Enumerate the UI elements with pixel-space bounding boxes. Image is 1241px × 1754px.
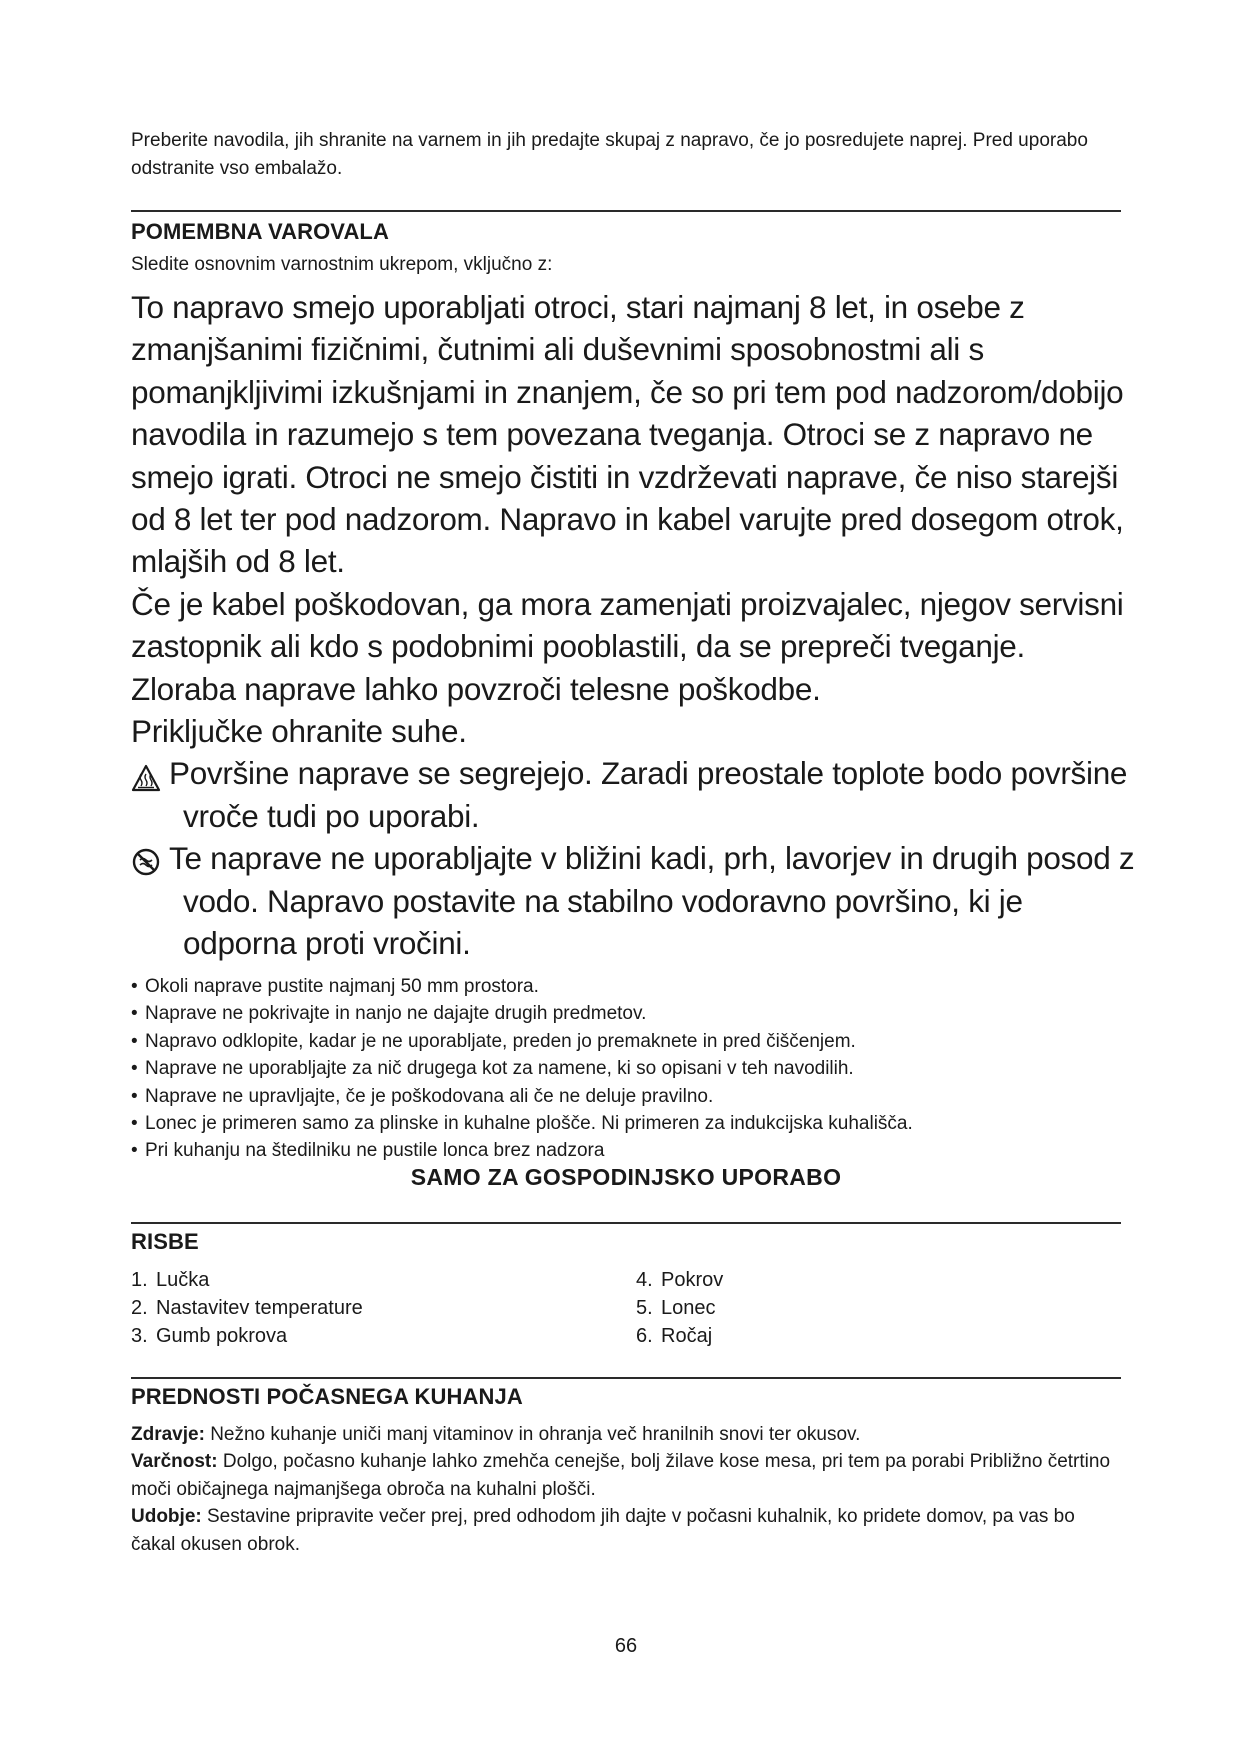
hot-surface-warning-icon (131, 752, 169, 837)
drawings-heading: RISBE (131, 1229, 199, 1254)
list-item: 4. Pokrov (636, 1269, 724, 1291)
safety-subheading: Sledite osnovnim varnostnim ukrepom, vključno z: (131, 254, 553, 275)
benefit-economy: Varčnost: Dolgo, počasno kuhanje lahko zmehča cenejše, bolj žilave kose mesa, pri tem pa porabi Približno četrtino moči običajnega najmanjšega obroča na kuhalni plošči. (131, 1451, 1111, 1500)
list-item: 1. Lučka (131, 1269, 210, 1291)
safety-instructions (131, 286, 1141, 965)
list-item: 3. Gumb pokrova (131, 1325, 288, 1347)
section-divider (131, 210, 1121, 212)
bullet-dot: • (131, 1030, 138, 1052)
bullet-dot: • (131, 1085, 138, 1107)
children-warning: To napravo smejo uporabljati otroci, stari najmanj 8 let, in osebe z zmanjšanimi fizičnimi, čutnimi ali duševnimi sposobnostmi ali s pomanjkljivimi izkušnjami in znanjem, če so pri tem pod nadzorom/dobijo navodila in razumejo s tem povezana tveganja. Otroci se z napravo ne smejo igrati. Otroci ne smejo čistiti in vzdrževati naprave, če niso starejši od 8 let ter pod nadzorom. Napravo in kabel varujte pred dosegom otrok, mlajših od 8 let. (131, 289, 1124, 580)
water-line2: vodo. Napravo postavite na stabilno vodoravno površino, ki je odporna proti vročini. (183, 882, 1023, 962)
list-item: • Pri kuhanju na štedilniku ne pustile lonca brez nadzora (131, 1137, 1131, 1164)
hot-surface-warning (131, 752, 1141, 837)
benefits-heading: PREDNOSTI POČASNEGA KUHANJA (131, 1384, 523, 1409)
hot-surface-line1: Površine naprave se segrejejo. Zaradi preostale toplote bodo površine (169, 755, 1128, 792)
bullet-dot: • (131, 1003, 138, 1025)
cable-warning: Če je kabel poškodovan, ga mora zamenjati proizvajalec, njegov servisni zastopnik ali kdo s podobnimi pooblastili, da se prepreči tveganje. (131, 585, 1124, 665)
bullet-dot: • (131, 1140, 138, 1162)
household-use-title: SAMO ZA GOSPODINJSKO UPORABO (410, 1164, 842, 1190)
safety-bullet-list (131, 973, 1131, 1165)
safety-heading: POMEMBNA VAROVALA (131, 219, 389, 244)
misuse-warning: Zloraba naprave lahko povzroči telesne poškodbe. (131, 670, 821, 707)
list-item: 5. Lonec (636, 1297, 716, 1319)
page-number: 66 (614, 1635, 638, 1657)
list-item: • Lonec je primeren samo za plinske in kuhalne plošče. Ni primeren za indukcijska kuhališča. (131, 1110, 1131, 1137)
list-item: 6. Ročaj (636, 1325, 713, 1347)
bullet-dot: • (131, 976, 138, 997)
benefits-list (131, 1421, 1121, 1558)
list-item: • Napravo odklopite, kadar je ne uporabljate, preden jo premaknete in pred čiščenjem. (131, 1028, 1131, 1055)
bullet-dot: • (131, 1113, 138, 1135)
parts-column-left (131, 1266, 363, 1350)
section-divider (131, 1377, 1121, 1379)
benefit-health: Zdravje: Nežno kuhanje uniči manj vitaminov in ohranja več hranilnih snovi ter okusov. (131, 1424, 861, 1445)
benefit-convenience: Udobje: Sestavine pripravite večer prej, pred odhodom jih dajte v počasni kuhalnik, ko pridete domov, pa vas bo čakal okusen obrok. (131, 1506, 1075, 1555)
bullet-dot: • (131, 1058, 138, 1080)
connectors-warning: Priključke ohranite suhe. (131, 713, 467, 750)
list-item: • Naprave ne uporabljajte za nič drugega kot za namene, ki so opisani v teh navodilih. (131, 1055, 1131, 1082)
list-item: 2. Nastavitev temperature (131, 1297, 363, 1319)
no-water-icon (131, 837, 169, 964)
list-item: • Okoli naprave pustite najmanj 50 mm prostora. (131, 973, 1131, 1000)
list-item: • Naprave ne pokrivajte in nanjo ne dajajte drugih predmetov. (131, 1000, 1131, 1027)
hot-surface-line2: vroče tudi po uporabi. (183, 797, 480, 834)
list-item: • Naprave ne upravljajte, če je poškodovana ali če ne deluje pravilno. (131, 1083, 1131, 1110)
section-divider (131, 1222, 1121, 1224)
intro-text: Preberite navodila, jih shranite na varnem in jih predajte skupaj z napravo, če jo posredujete naprej. Pred uporabo odstranite vso embalažo. (131, 130, 1088, 179)
parts-column-right (636, 1266, 723, 1350)
water-line1: Te naprave ne uporabljajte v bližini kadi, prh, lavorjev in drugih posod z (169, 840, 1135, 877)
water-warning (131, 837, 1141, 964)
